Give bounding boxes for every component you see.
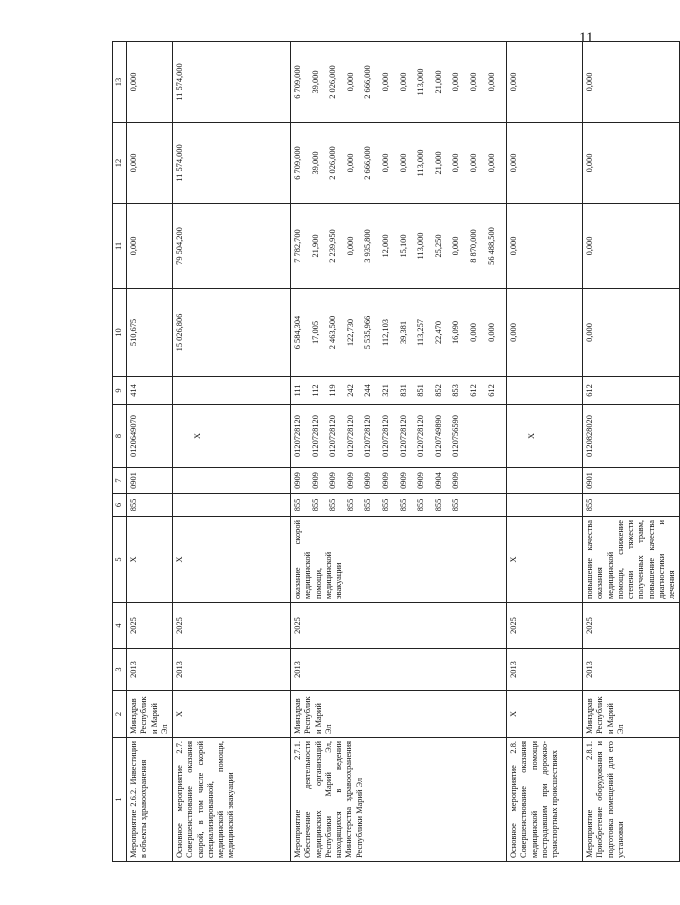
cell-value: 0,000 (129, 153, 138, 173)
cell-value: 242 (345, 384, 355, 397)
cell-executor: X (507, 691, 583, 738)
column-header-8: 8 (113, 405, 127, 468)
cell-rzpr (507, 468, 583, 494)
cell-value: 113,257 (416, 319, 426, 346)
cell-value: 0,000 (380, 153, 390, 173)
cell-value: 11 574,000 (175, 144, 184, 182)
cell-c11 (127, 204, 173, 289)
cell-csr (173, 405, 291, 468)
rotated-page (112, 42, 677, 862)
cell-value: 0,000 (129, 72, 138, 92)
cell-value: 0120749890 (433, 415, 443, 457)
cell-c12 (291, 123, 507, 204)
cell-value: 0909 (310, 472, 320, 489)
cell-value: 0120728120 (416, 415, 426, 457)
cell-value: 0120728120 (310, 415, 320, 457)
cell-value: 851 (416, 384, 426, 397)
cell-value: 0909 (328, 472, 338, 489)
cell-grbs (173, 494, 291, 517)
cell-value: 21,000 (433, 70, 443, 94)
cell-value: 3 935,800 (363, 229, 373, 263)
cell-value: 0,000 (468, 323, 478, 342)
cell-csr (507, 405, 583, 468)
cell-c12 (127, 123, 173, 204)
cell-grbs (127, 494, 173, 517)
cell-name: Мероприятие 2.6.2. Инвестиции в объекты здравоохранения (127, 738, 173, 862)
cell-value: 0909 (416, 472, 426, 489)
cell-value: 612 (585, 384, 595, 397)
table-row (291, 42, 507, 862)
cell-name: Основное мероприятие 2.8. Совершенствование оказания медицинской помощи пострадавшим при дорожно-транспортных происшествиях (507, 738, 583, 862)
cell-vr (291, 377, 507, 405)
header-row (113, 42, 127, 862)
cell-value: 0120728120 (345, 415, 355, 457)
cell-value: 2 666,000 (363, 146, 373, 180)
cell-grbs (507, 494, 583, 517)
cell-executor: Минздрав Республики Марий Эл (291, 691, 507, 738)
cell-executor: Минздрав Республики Марий Эл (127, 691, 173, 738)
column-header-9: 9 (113, 377, 127, 405)
table-row (507, 42, 583, 862)
cell-value: 855 (363, 498, 373, 512)
cell-result: X (507, 517, 583, 603)
cell-value: 414 (129, 384, 138, 397)
cell-value: 0,000 (398, 153, 408, 173)
cell-start: 2013 (507, 649, 583, 691)
cell-vr (583, 377, 680, 405)
cell-value: 855 (433, 498, 443, 512)
cell-value: 855 (293, 498, 302, 512)
cell-value: 855 (585, 498, 595, 512)
cell-value: 2 666,000 (363, 65, 373, 99)
cell-value (509, 497, 527, 513)
cell-value: 0,000 (486, 323, 496, 342)
cell-grbs (583, 494, 680, 517)
cell-value: 855 (451, 498, 461, 512)
cell-value: 0909 (363, 472, 373, 489)
cell-value: 122,730 (345, 318, 355, 347)
cell-value: 111 (293, 384, 302, 397)
cell-value: 0,000 (486, 72, 496, 92)
cell-value: 0,000 (468, 153, 478, 173)
cell-value: 112 (310, 384, 320, 397)
cell-value: 0,000 (509, 72, 519, 92)
table-row (173, 42, 291, 862)
cell-value: 2 026,000 (328, 65, 338, 99)
column-header-6: 6 (113, 494, 127, 517)
cell-value: 612 (468, 384, 478, 397)
cell-end: 2025 (583, 603, 680, 649)
cell-value: 0909 (293, 472, 302, 489)
cell-value: 321 (380, 384, 390, 397)
column-header-3: 3 (113, 649, 127, 691)
cell-value: 0,000 (509, 323, 519, 342)
cell-value: 0120756590 (451, 415, 461, 457)
cell-value: 22,470 (433, 320, 443, 345)
cell-value: 56 488,500 (486, 227, 496, 265)
cell-value: 855 (310, 498, 320, 512)
column-header-11: 11 (113, 204, 127, 289)
column-header-5: 5 (113, 517, 127, 603)
cell-value: 0,000 (451, 236, 461, 256)
cell-value: 0,000 (451, 153, 461, 173)
cell-value: 2 026,000 (328, 146, 338, 180)
cell-value: 855 (129, 498, 138, 512)
cell-value: 7 782,700 (293, 229, 302, 263)
cell-value: 8 870,000 (468, 229, 478, 263)
column-header-12: 12 (113, 123, 127, 204)
cell-c11 (507, 204, 583, 289)
cell-value: 853 (451, 384, 461, 397)
cell-name: Мероприятие 2.8.1. Приобретение оборудования и подготовка помещений для его установки (583, 738, 680, 862)
cell-c12 (507, 123, 583, 204)
cell-value: 0120728120 (380, 415, 390, 457)
cell-value: 15 026,806 (175, 313, 184, 352)
cell-value: 0,000 (380, 72, 390, 92)
cell-value: X (527, 432, 537, 440)
cell-csr (583, 405, 680, 468)
cell-c10 (291, 289, 507, 377)
cell-c13 (127, 42, 173, 123)
cell-c12 (583, 123, 680, 204)
cell-c12 (173, 123, 291, 204)
cell-c10 (507, 289, 583, 377)
cell-value (509, 471, 527, 490)
cell-name: Основное мероприятие 2.7. Совершенствование оказания скорой, в том числе скорой специализированной, медицинской помощи, медицинской эвакуации (173, 738, 291, 862)
cell-vr (173, 377, 291, 405)
cell-value: 0120728120 (328, 415, 338, 457)
cell-value: 6 584,304 (293, 315, 302, 350)
cell-result: оказание скорой медицинской помощи, медицинской эвакуации (291, 517, 507, 603)
cell-value: 2 239,950 (328, 229, 338, 263)
cell-value: 0901 (129, 472, 138, 489)
cell-value (175, 380, 193, 401)
cell-end: 2025 (127, 603, 173, 649)
cell-c10 (127, 289, 173, 377)
cell-value: 39,000 (310, 70, 320, 94)
page-number: 11 (579, 30, 594, 46)
cell-value: 855 (380, 498, 390, 512)
cell-value (175, 497, 193, 513)
cell-value: 0909 (451, 472, 461, 489)
cell-csr (127, 405, 173, 468)
cell-c13 (291, 42, 507, 123)
cell-value: 16,090 (451, 320, 461, 345)
cell-value: 0,000 (585, 72, 595, 92)
cell-value: 5 535,966 (363, 315, 373, 350)
cell-value: 0,000 (345, 236, 355, 256)
cell-value: 113,000 (416, 68, 426, 96)
cell-value: 0,000 (509, 153, 519, 173)
cell-name: Мероприятие 2.7.1. Обеспечение деятельности медицинских организаций Республики Марий Эл, находящихся в ведении Министерства здравоохранения Республики Марий Эл (291, 738, 507, 862)
cell-value: 612 (486, 384, 496, 397)
cell-end: 2025 (173, 603, 291, 649)
cell-result: X (173, 517, 291, 603)
cell-value: 0120728120 (293, 415, 302, 457)
cell-rzpr (173, 468, 291, 494)
cell-value: 79 504,200 (175, 227, 184, 265)
cell-value: 0,000 (345, 153, 355, 173)
cell-value: 0,000 (509, 236, 519, 256)
cell-value: 0120828020 (585, 415, 595, 457)
cell-value: 0901 (585, 472, 595, 489)
cell-grbs (291, 494, 507, 517)
cell-value: 0120728120 (363, 415, 373, 457)
cell-vr (507, 377, 583, 405)
cell-start: 2013 (291, 649, 507, 691)
cell-c13 (583, 42, 680, 123)
cell-value: 244 (363, 384, 373, 397)
cell-result: X (127, 517, 173, 603)
cell-value (509, 380, 527, 401)
cell-value: 855 (345, 498, 355, 512)
column-header-10: 10 (113, 289, 127, 377)
cell-value: 510,675 (129, 318, 138, 347)
cell-rzpr (127, 468, 173, 494)
cell-c10 (173, 289, 291, 377)
cell-value (175, 471, 193, 490)
cell-value: 113,000 (416, 232, 426, 260)
cell-c13 (507, 42, 583, 123)
cell-value: 855 (328, 498, 338, 512)
cell-c11 (583, 204, 680, 289)
cell-executor: X (173, 691, 291, 738)
cell-value: 113,000 (416, 149, 426, 177)
cell-value: 11 574,000 (175, 63, 184, 101)
column-header-1: 1 (113, 738, 127, 862)
cell-value: 852 (433, 384, 443, 397)
cell-executor: Минздрав Республики Марий Эл (583, 691, 680, 738)
cell-value: 0,000 (345, 72, 355, 92)
program-table (112, 41, 680, 862)
cell-value: 39,381 (398, 320, 408, 345)
cell-csr (291, 405, 507, 468)
cell-rzpr (291, 468, 507, 494)
column-header-13: 13 (113, 42, 127, 123)
cell-value: 831 (398, 384, 408, 397)
cell-value: 0904 (433, 472, 443, 489)
cell-value: 6 709,000 (293, 65, 302, 99)
cell-value: 0,000 (398, 72, 408, 92)
column-header-2: 2 (113, 691, 127, 738)
cell-start: 2013 (127, 649, 173, 691)
cell-value: 855 (398, 498, 408, 512)
table-row (583, 42, 680, 862)
cell-value: 2 463,500 (328, 315, 338, 350)
cell-value: 21,900 (310, 234, 320, 258)
cell-value: 0909 (345, 472, 355, 489)
cell-start: 2013 (173, 649, 291, 691)
cell-c11 (173, 204, 291, 289)
column-header-7: 7 (113, 468, 127, 494)
column-header-4: 4 (113, 603, 127, 649)
table-row (127, 42, 173, 862)
cell-value: 0,000 (486, 153, 496, 173)
cell-result: повышение качества оказания медицинской помощи, снижение степени тяжести полученных травм, повышение качества диагностики и лечения (583, 517, 680, 603)
cell-start: 2013 (583, 649, 680, 691)
cell-rzpr (583, 468, 680, 494)
cell-value: 17,005 (310, 320, 320, 345)
cell-vr (127, 377, 173, 405)
cell-value: X (193, 432, 202, 440)
cell-value: 0909 (398, 472, 408, 489)
cell-c10 (583, 289, 680, 377)
cell-value: 0,000 (585, 236, 595, 256)
cell-end: 2025 (291, 603, 507, 649)
cell-value: 119 (328, 384, 338, 397)
cell-value: 25,250 (433, 234, 443, 258)
cell-value: 6 709,000 (293, 146, 302, 180)
cell-value: 12,000 (380, 234, 390, 258)
cell-end: 2025 (507, 603, 583, 649)
cell-value: 855 (416, 498, 426, 512)
cell-c11 (291, 204, 507, 289)
cell-value: 112,103 (380, 319, 390, 346)
cell-value: 0120728120 (398, 415, 408, 457)
cell-value: 0,000 (451, 72, 461, 92)
cell-value: 0909 (380, 472, 390, 489)
cell-value: 0,000 (585, 153, 595, 173)
cell-value: 0,000 (585, 323, 595, 342)
cell-value: 0,000 (129, 236, 138, 256)
cell-c13 (173, 42, 291, 123)
cell-value: 39,000 (310, 151, 320, 175)
cell-value: 0120649070 (129, 415, 138, 457)
cell-value: 0,000 (468, 72, 478, 92)
cell-value: 21,000 (433, 151, 443, 175)
cell-value: 15,100 (398, 234, 408, 258)
